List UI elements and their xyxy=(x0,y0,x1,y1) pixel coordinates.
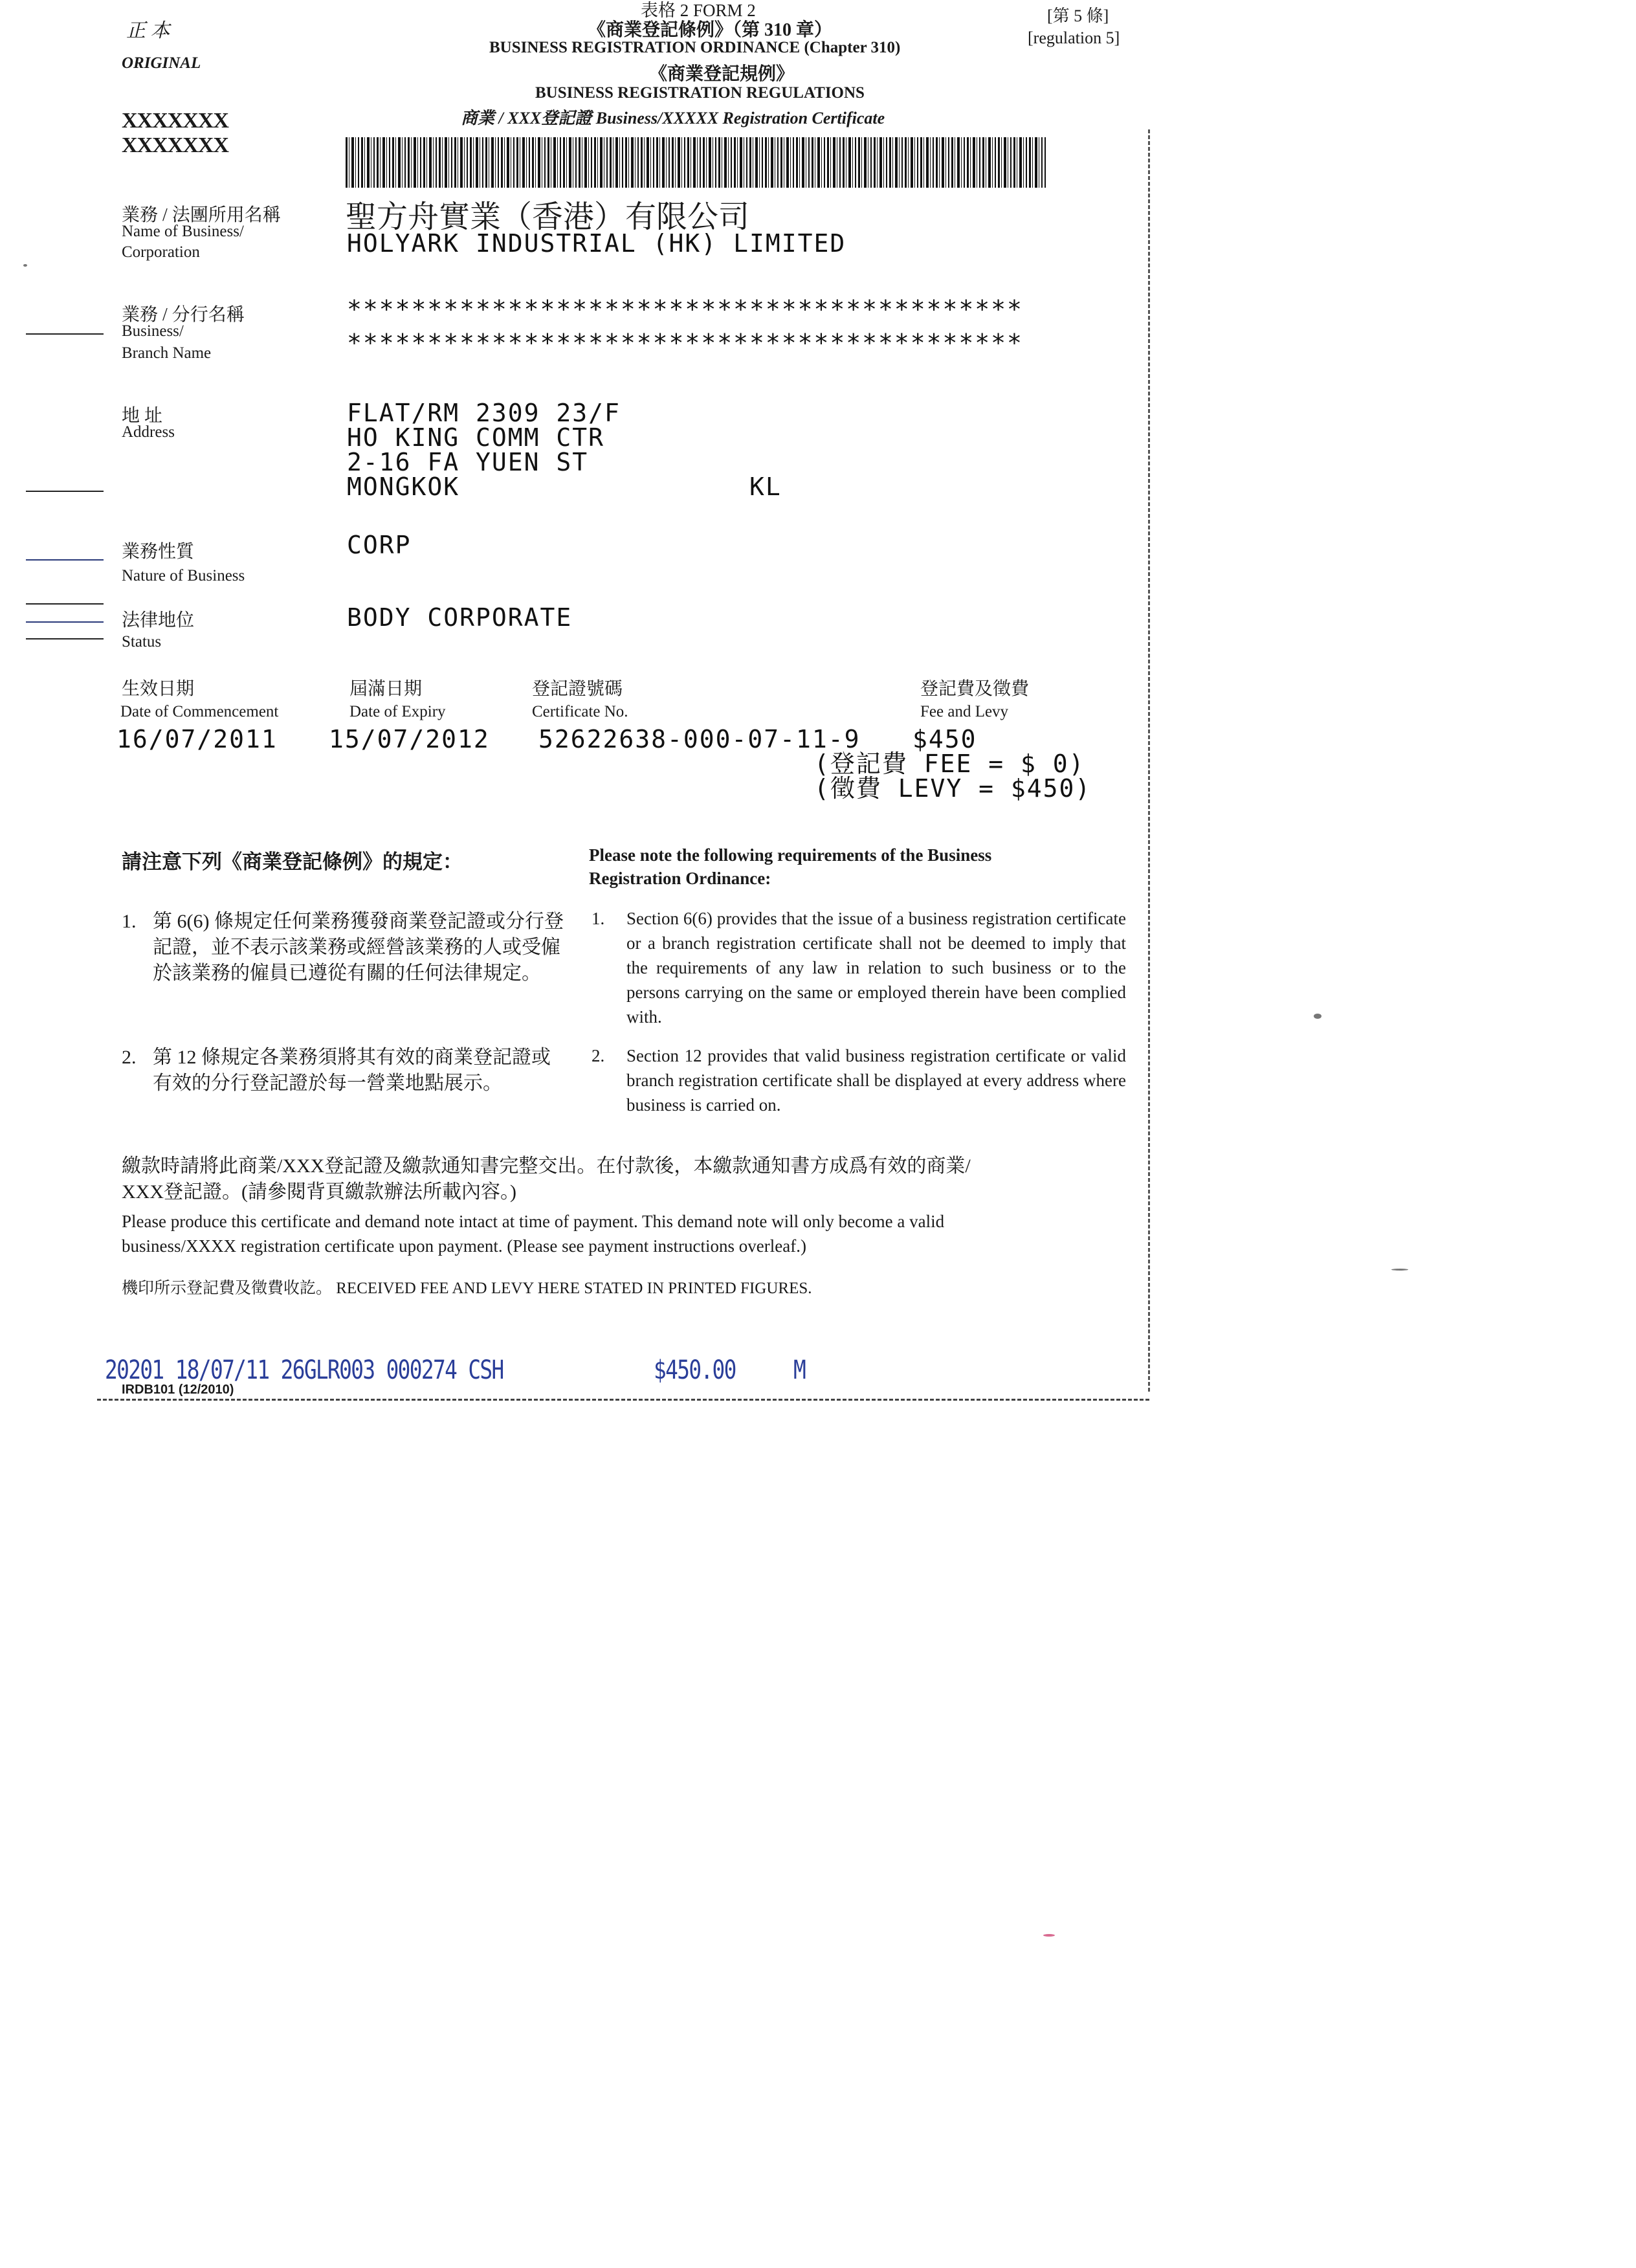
note-number: 2. xyxy=(122,1047,137,1068)
fee-levy-label-zh: 登記費及徵費 xyxy=(920,679,1030,699)
redacted-mark: XXXXXXX xyxy=(122,133,228,157)
margin-line xyxy=(26,491,104,492)
note-number: 1. xyxy=(591,909,605,928)
scan-speck xyxy=(23,264,27,267)
name-label-en: Corporation xyxy=(122,243,200,261)
commencement-date: 16/07/2011 xyxy=(116,725,278,753)
cashier-stamp-code: 20201 18/07/11 26GLR003 000274 CSH xyxy=(105,1355,503,1385)
status-label-zh: 法律地位 xyxy=(122,610,195,630)
nature-of-business-value: CORP xyxy=(347,531,412,559)
note-number: 2. xyxy=(591,1046,605,1065)
certificate-number-label-zh: 登記證號碼 xyxy=(532,679,623,699)
cashier-stamp-mark: M xyxy=(793,1355,806,1385)
payment-note-en: Please produce this certificate and demand note intact at time of payment. This demand note will only become a valid xyxy=(122,1212,945,1231)
address-line: FLAT/RM 2309 23/F xyxy=(347,399,621,427)
address-district: KL xyxy=(749,472,782,501)
certificate-number: 52622638-000-07-11-9 xyxy=(538,725,861,753)
expiry-label-zh: 屆滿日期 xyxy=(349,679,423,699)
barcode xyxy=(346,137,1046,188)
ordinance-en: BUSINESS REGISTRATION ORDINANCE (Chapter 310) xyxy=(489,39,901,56)
cashier-stamp-amount: $450.00 xyxy=(654,1355,736,1385)
fee-levy-label-en: Fee and Levy xyxy=(920,703,1009,720)
fee-breakdown: (登記費 FEE = $ 0) xyxy=(814,750,1085,778)
address-label-en: Address xyxy=(122,423,175,441)
commencement-label-en: Date of Commencement xyxy=(120,703,279,720)
perforation-line xyxy=(97,1399,1149,1401)
original-label-zh: 正 本 xyxy=(126,20,170,41)
branch-name-line: ****************************************** xyxy=(347,295,1023,324)
levy-breakdown: (徵費 LEVY = $450) xyxy=(814,774,1092,803)
certificate-number-label-en: Certificate No. xyxy=(532,703,628,720)
perforation-line xyxy=(1148,129,1150,1392)
received-note: 機印所示登記費及徵費收訖。 RECEIVED FEE AND LEVY HERE STATED IN PRINTED FIGURES. xyxy=(122,1280,812,1297)
margin-line xyxy=(26,621,104,623)
expiry-date: 15/07/2012 xyxy=(329,725,490,753)
note-text-en: Section 12 provides that valid business registration certificate or valid branch registration certificate shall be displayed at every address where business is carried on. xyxy=(626,1046,1126,1115)
note-text-zh: 第 12 條規定各業務須將其有效的商業登記證或有效的分行登記證於每一營業地點展示。 xyxy=(153,1047,551,1094)
payment-note-en: business/XXXX registration certificate upon payment. (Please see payment instructions overleaf.) xyxy=(122,1236,806,1256)
name-label-zh: 業務 / 法團所用名稱 xyxy=(122,205,281,225)
address-label-zh: 地 址 xyxy=(122,406,163,426)
branch-label-zh: 業務 / 分行名稱 xyxy=(122,305,245,325)
scan-speck xyxy=(1391,1269,1408,1271)
payment-note-zh: 繳款時請將此商業/XXX登記證及繳款通知書完整交出。在付款後，本繳款通知書方成爲有效的商業/ xyxy=(122,1155,971,1177)
nature-label-en: Nature of Business xyxy=(122,567,245,584)
status-label-en: Status xyxy=(122,633,162,650)
margin-line xyxy=(26,638,104,639)
scan-speck xyxy=(1314,1014,1321,1019)
notes-heading-en: Registration Ordinance: xyxy=(589,869,771,888)
address-line: 2-16 FA YUEN ST xyxy=(347,448,589,476)
business-name-en: HOLYARK INDUSTRIAL (HK) LIMITED xyxy=(347,229,846,258)
expiry-label-en: Date of Expiry xyxy=(349,703,446,720)
fee-total: $450 xyxy=(912,725,977,753)
branch-name-line: ****************************************** xyxy=(347,329,1023,357)
address-line: HO KING COMM CTR xyxy=(347,423,605,452)
note-text-en: Section 6(6) provides that the issue of a business registration certificate or a branch registration certificate shall not be deemed to imply that the requirements of any law in relation to such business or to the persons carrying on the same or employed therein have been complied with. xyxy=(626,909,1126,1027)
note-text-zh: 第 6(6) 條規定任何業務獲發商業登記證或分行登記證，並不表示該業務或經營該業務的人或受僱於該業務的僱員已遵從有關的任何法律規定。 xyxy=(153,911,564,984)
regulations-zh: 《商業登記規例》 xyxy=(649,64,795,84)
branch-label-en: Branch Name xyxy=(122,344,212,362)
regulations-en: BUSINESS REGISTRATION REGULATIONS xyxy=(535,84,865,102)
nature-label-zh: 業務性質 xyxy=(122,542,195,562)
note-number: 1. xyxy=(122,911,137,932)
section-reference-zh: [第 5 條] xyxy=(1047,6,1109,25)
address-line: MONGKOK xyxy=(347,472,460,501)
notes-heading-zh: 請注意下列《商業登記條例》的規定： xyxy=(122,850,463,873)
form-number: 表格 2 FORM 2 xyxy=(641,1,756,20)
margin-line xyxy=(26,559,104,561)
status-value: BODY CORPORATE xyxy=(347,603,573,632)
payment-note-zh: XXX登記證。(請參閱背頁繳款辦法所載內容。) xyxy=(122,1181,516,1203)
commencement-label-zh: 生效日期 xyxy=(122,679,195,699)
ordinance-zh: 《商業登記條例》（第 310 章） xyxy=(588,20,833,40)
scan-speck xyxy=(1043,1934,1055,1937)
branch-label-en: Business/ xyxy=(122,322,184,340)
margin-line xyxy=(26,333,104,335)
certificate-title: 商業 / XXX登記證 Business/XXXXX Registration Certificate xyxy=(461,109,885,128)
redacted-mark: XXXXXXX xyxy=(122,109,228,133)
name-label-en: Name of Business/ xyxy=(122,223,244,240)
notes-heading-en: Please note the following requirements of the Business xyxy=(589,845,992,865)
original-label-en: ORIGINAL xyxy=(122,54,201,72)
business-name-zh: 聖方舟實業（香港）有限公司 xyxy=(346,200,750,234)
form-code: IRDB101 (12/2010) xyxy=(122,1383,234,1397)
margin-line xyxy=(26,603,104,605)
section-reference-en: [regulation 5] xyxy=(1028,28,1120,47)
